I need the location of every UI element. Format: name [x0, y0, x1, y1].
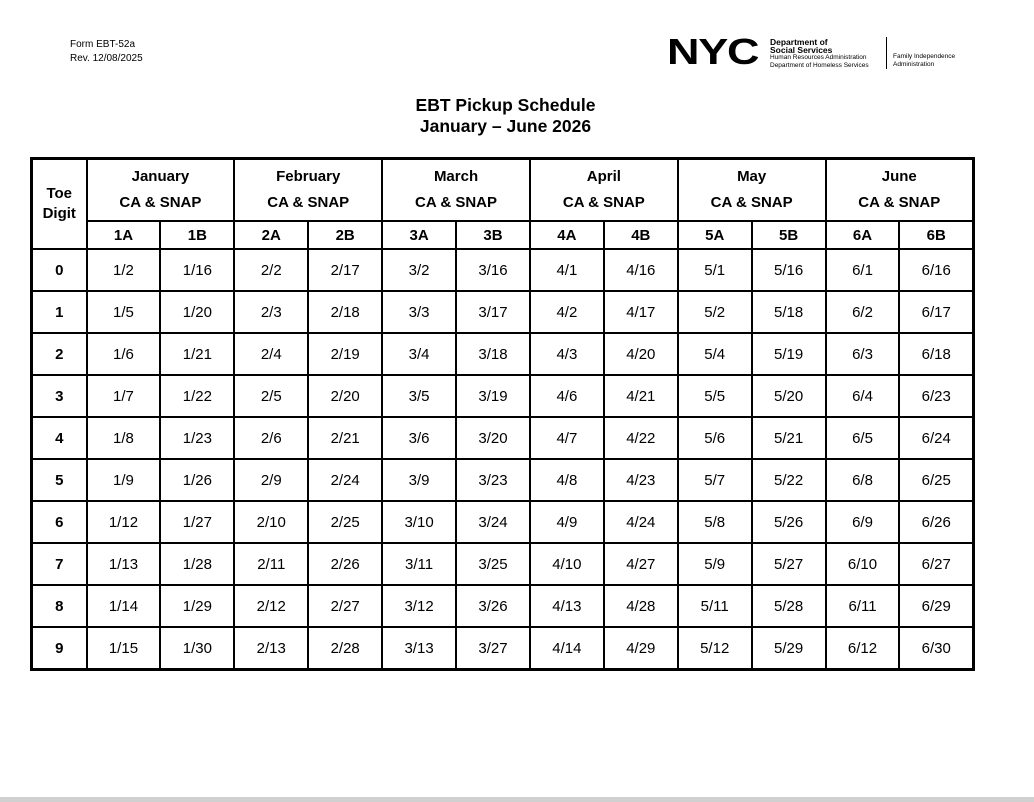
pickup-date-cell: 2/17: [308, 249, 382, 291]
pickup-date-cell: 5/21: [752, 417, 826, 459]
pickup-date-cell: 1/13: [87, 543, 161, 585]
pickup-date-cell: 1/30: [160, 627, 234, 670]
pickup-date-cell: 4/1: [530, 249, 604, 291]
pickup-date-cell: 3/27: [456, 627, 530, 670]
toe-digit-cell: 9: [32, 627, 87, 670]
toe-digit-cell: 3: [32, 375, 87, 417]
pickup-date-cell: 5/11: [678, 585, 752, 627]
toe-digit-cell: 1: [32, 291, 87, 333]
pickup-date-cell: 3/16: [456, 249, 530, 291]
nyc-dss-logo: [667, 31, 967, 72]
pickup-date-cell: 3/5: [382, 375, 456, 417]
pickup-date-cell: 2/13: [234, 627, 308, 670]
toe-digit-cell: 2: [32, 333, 87, 375]
pickup-date-cell: 5/9: [678, 543, 752, 585]
pickup-date-cell: 6/3: [826, 333, 900, 375]
pickup-date-cell: 2/27: [308, 585, 382, 627]
cycle-header: 3A: [382, 221, 456, 249]
pickup-date-cell: 6/25: [899, 459, 973, 501]
pickup-date-cell: 3/2: [382, 249, 456, 291]
pickup-date-cell: 2/28: [308, 627, 382, 670]
pickup-date-cell: 5/16: [752, 249, 826, 291]
month-header: [678, 159, 826, 222]
pickup-date-cell: 4/24: [604, 501, 678, 543]
month-name: February: [276, 168, 341, 185]
pickup-date-cell: 5/29: [752, 627, 826, 670]
pickup-date-cell: 2/25: [308, 501, 382, 543]
month-header: [382, 159, 530, 222]
pickup-date-cell: 2/18: [308, 291, 382, 333]
pickup-date-cell: 4/20: [604, 333, 678, 375]
pickup-date-cell: 5/20: [752, 375, 826, 417]
pickup-date-cell: 1/9: [87, 459, 161, 501]
pickup-date-cell: 6/24: [899, 417, 973, 459]
pickup-date-cell: 2/4: [234, 333, 308, 375]
form-revision: Rev. 12/08/2025: [70, 53, 143, 64]
pickup-date-cell: 6/18: [899, 333, 973, 375]
pickup-date-cell: 6/4: [826, 375, 900, 417]
cycle-header: 1A: [87, 221, 161, 249]
pickup-date-cell: 2/26: [308, 543, 382, 585]
page-bottom-edge: [0, 797, 1034, 802]
pickup-date-cell: 1/7: [87, 375, 161, 417]
pickup-date-cell: 3/9: [382, 459, 456, 501]
pickup-date-cell: 1/6: [87, 333, 161, 375]
pickup-date-cell: 2/9: [234, 459, 308, 501]
program-label: CA & SNAP: [119, 194, 202, 211]
pickup-date-cell: 2/5: [234, 375, 308, 417]
program-label: CA & SNAP: [415, 194, 497, 211]
pickup-date-cell: 5/1: [678, 249, 752, 291]
month-name: January: [131, 168, 190, 185]
pickup-date-cell: 4/23: [604, 459, 678, 501]
pickup-date-cell: 6/17: [899, 291, 973, 333]
month-header: [826, 159, 974, 222]
pickup-date-cell: 5/12: [678, 627, 752, 670]
pickup-date-cell: 6/27: [899, 543, 973, 585]
pickup-date-cell: 5/27: [752, 543, 826, 585]
pickup-date-cell: 3/20: [456, 417, 530, 459]
pickup-date-cell: 5/8: [678, 501, 752, 543]
pickup-date-cell: 4/10: [530, 543, 604, 585]
pickup-date-cell: 5/7: [678, 459, 752, 501]
table-row: [32, 543, 974, 585]
title-line-2: January – June 2026: [419, 116, 592, 136]
pickup-date-cell: 5/6: [678, 417, 752, 459]
pickup-date-cell: 1/12: [87, 501, 161, 543]
pickup-date-cell: 5/5: [678, 375, 752, 417]
pickup-date-cell: 4/22: [604, 417, 678, 459]
table-row: [32, 417, 974, 459]
pickup-date-cell: 1/21: [160, 333, 234, 375]
pickup-date-cell: 3/6: [382, 417, 456, 459]
pickup-date-cell: 1/15: [87, 627, 161, 670]
table-row: [32, 501, 974, 543]
pickup-date-cell: 2/2: [234, 249, 308, 291]
pickup-date-cell: 1/16: [160, 249, 234, 291]
pickup-date-cell: 2/20: [308, 375, 382, 417]
cycle-header: 5A: [678, 221, 752, 249]
table-row: [32, 375, 974, 417]
toe-digit-header: [32, 159, 87, 250]
pickup-date-cell: 6/26: [899, 501, 973, 543]
pickup-date-cell: 5/26: [752, 501, 826, 543]
pickup-date-cell: 6/1: [826, 249, 900, 291]
pickup-date-cell: 2/19: [308, 333, 382, 375]
toe-header-line-2: Digit: [42, 205, 76, 222]
pickup-date-cell: 4/9: [530, 501, 604, 543]
pickup-date-cell: 4/28: [604, 585, 678, 627]
month-name: April: [586, 168, 621, 185]
toe-digit-cell: 5: [32, 459, 87, 501]
pickup-date-cell: 4/17: [604, 291, 678, 333]
month-header: [87, 159, 235, 222]
month-header: [530, 159, 678, 222]
nyc-logo-mark: NYC: [667, 31, 759, 72]
cycle-header: 2A: [234, 221, 308, 249]
pickup-date-cell: 6/16: [899, 249, 973, 291]
pickup-date-cell: 1/20: [160, 291, 234, 333]
pickup-schedule-table: [30, 157, 975, 671]
month-name: May: [737, 168, 767, 185]
dept-line-1: Department of: [770, 37, 828, 47]
pickup-date-cell: 5/2: [678, 291, 752, 333]
hra-line: Human Resources Administration: [770, 54, 867, 61]
pickup-date-cell: 4/27: [604, 543, 678, 585]
pickup-date-cell: 3/12: [382, 585, 456, 627]
schedule-body: [32, 249, 974, 670]
pickup-date-cell: 3/4: [382, 333, 456, 375]
pickup-date-cell: 4/13: [530, 585, 604, 627]
pickup-date-cell: 2/12: [234, 585, 308, 627]
table-row: [32, 627, 974, 670]
pickup-date-cell: 6/29: [899, 585, 973, 627]
pickup-date-cell: 6/8: [826, 459, 900, 501]
program-label: CA & SNAP: [562, 194, 645, 211]
toe-digit-cell: 6: [32, 501, 87, 543]
pickup-date-cell: 3/19: [456, 375, 530, 417]
cycle-header-row: [32, 221, 974, 249]
month-name: March: [433, 168, 479, 185]
table-row: [32, 291, 974, 333]
fia-line-2: Administration: [893, 60, 935, 68]
pickup-date-cell: 1/23: [160, 417, 234, 459]
pickup-date-cell: 5/4: [678, 333, 752, 375]
pickup-date-cell: 2/11: [234, 543, 308, 585]
pickup-date-cell: 6/2: [826, 291, 900, 333]
pickup-date-cell: 6/5: [826, 417, 900, 459]
pickup-date-cell: 3/11: [382, 543, 456, 585]
pickup-date-cell: 5/19: [752, 333, 826, 375]
program-label: CA & SNAP: [267, 194, 350, 211]
pickup-date-cell: 3/23: [456, 459, 530, 501]
table-row: [32, 249, 974, 291]
fia-line-1: Family Independence: [893, 53, 956, 60]
pickup-date-cell: 3/26: [456, 585, 530, 627]
pickup-date-cell: 5/18: [752, 291, 826, 333]
pickup-date-cell: 1/22: [160, 375, 234, 417]
pickup-date-cell: 4/3: [530, 333, 604, 375]
pickup-date-cell: 6/11: [826, 585, 900, 627]
toe-digit-cell: 7: [32, 543, 87, 585]
pickup-date-cell: 4/8: [530, 459, 604, 501]
dept-line-2: Social Services: [770, 45, 833, 55]
cycle-header: 1B: [160, 221, 234, 249]
dss-name: [770, 38, 869, 69]
cycle-header: 2B: [308, 221, 382, 249]
table-row: [32, 459, 974, 501]
table-row: [32, 333, 974, 375]
toe-digit-cell: 4: [32, 417, 87, 459]
dhs-line: Department of Homeless Services: [770, 61, 869, 69]
pickup-date-cell: 6/30: [899, 627, 973, 670]
cycle-header: 4B: [604, 221, 678, 249]
pickup-date-cell: 4/6: [530, 375, 604, 417]
pickup-date-cell: 1/8: [87, 417, 161, 459]
fia-name: [893, 53, 955, 68]
pickup-date-cell: 4/7: [530, 417, 604, 459]
page-title: [0, 95, 1011, 137]
pickup-date-cell: 2/3: [234, 291, 308, 333]
pickup-date-cell: 2/24: [308, 459, 382, 501]
pickup-date-cell: 3/24: [456, 501, 530, 543]
pickup-date-cell: 3/10: [382, 501, 456, 543]
pickup-date-cell: 4/29: [604, 627, 678, 670]
pickup-date-cell: 4/2: [530, 291, 604, 333]
pickup-date-cell: 1/28: [160, 543, 234, 585]
form-meta: [70, 38, 143, 66]
pickup-date-cell: 3/18: [456, 333, 530, 375]
program-label: CA & SNAP: [858, 194, 941, 211]
cycle-header: 6B: [899, 221, 973, 249]
program-label: CA & SNAP: [710, 194, 793, 211]
toe-digit-cell: 0: [32, 249, 87, 291]
pickup-date-cell: 1/27: [160, 501, 234, 543]
toe-header-line-1: Toe: [46, 185, 73, 202]
form-number: Form EBT-52a: [70, 39, 136, 50]
month-name: June: [881, 168, 917, 185]
pickup-date-cell: 3/13: [382, 627, 456, 670]
pickup-date-cell: 6/12: [826, 627, 900, 670]
pickup-date-cell: 4/14: [530, 627, 604, 670]
pickup-date-cell: 5/28: [752, 585, 826, 627]
pickup-date-cell: 1/14: [87, 585, 161, 627]
pickup-date-cell: 6/23: [899, 375, 973, 417]
pickup-date-cell: 1/26: [160, 459, 234, 501]
month-header: [234, 159, 382, 222]
logo-divider: [886, 37, 887, 69]
cycle-header: 5B: [752, 221, 826, 249]
pickup-date-cell: 1/2: [87, 249, 161, 291]
month-header-row: [32, 159, 974, 222]
pickup-date-cell: 6/10: [826, 543, 900, 585]
title-line-1: EBT Pickup Schedule: [415, 95, 596, 115]
toe-digit-cell: 8: [32, 585, 87, 627]
cycle-header: 6A: [826, 221, 900, 249]
table-row: [32, 585, 974, 627]
cycle-header: 4A: [530, 221, 604, 249]
pickup-date-cell: 2/21: [308, 417, 382, 459]
pickup-date-cell: 5/22: [752, 459, 826, 501]
pickup-date-cell: 3/17: [456, 291, 530, 333]
pickup-date-cell: 3/3: [382, 291, 456, 333]
pickup-date-cell: 1/29: [160, 585, 234, 627]
pickup-date-cell: 4/21: [604, 375, 678, 417]
pickup-date-cell: 1/5: [87, 291, 161, 333]
pickup-date-cell: 3/25: [456, 543, 530, 585]
pickup-date-cell: 2/6: [234, 417, 308, 459]
cycle-header: 3B: [456, 221, 530, 249]
pickup-date-cell: 6/9: [826, 501, 900, 543]
pickup-date-cell: 4/16: [604, 249, 678, 291]
pickup-date-cell: 2/10: [234, 501, 308, 543]
